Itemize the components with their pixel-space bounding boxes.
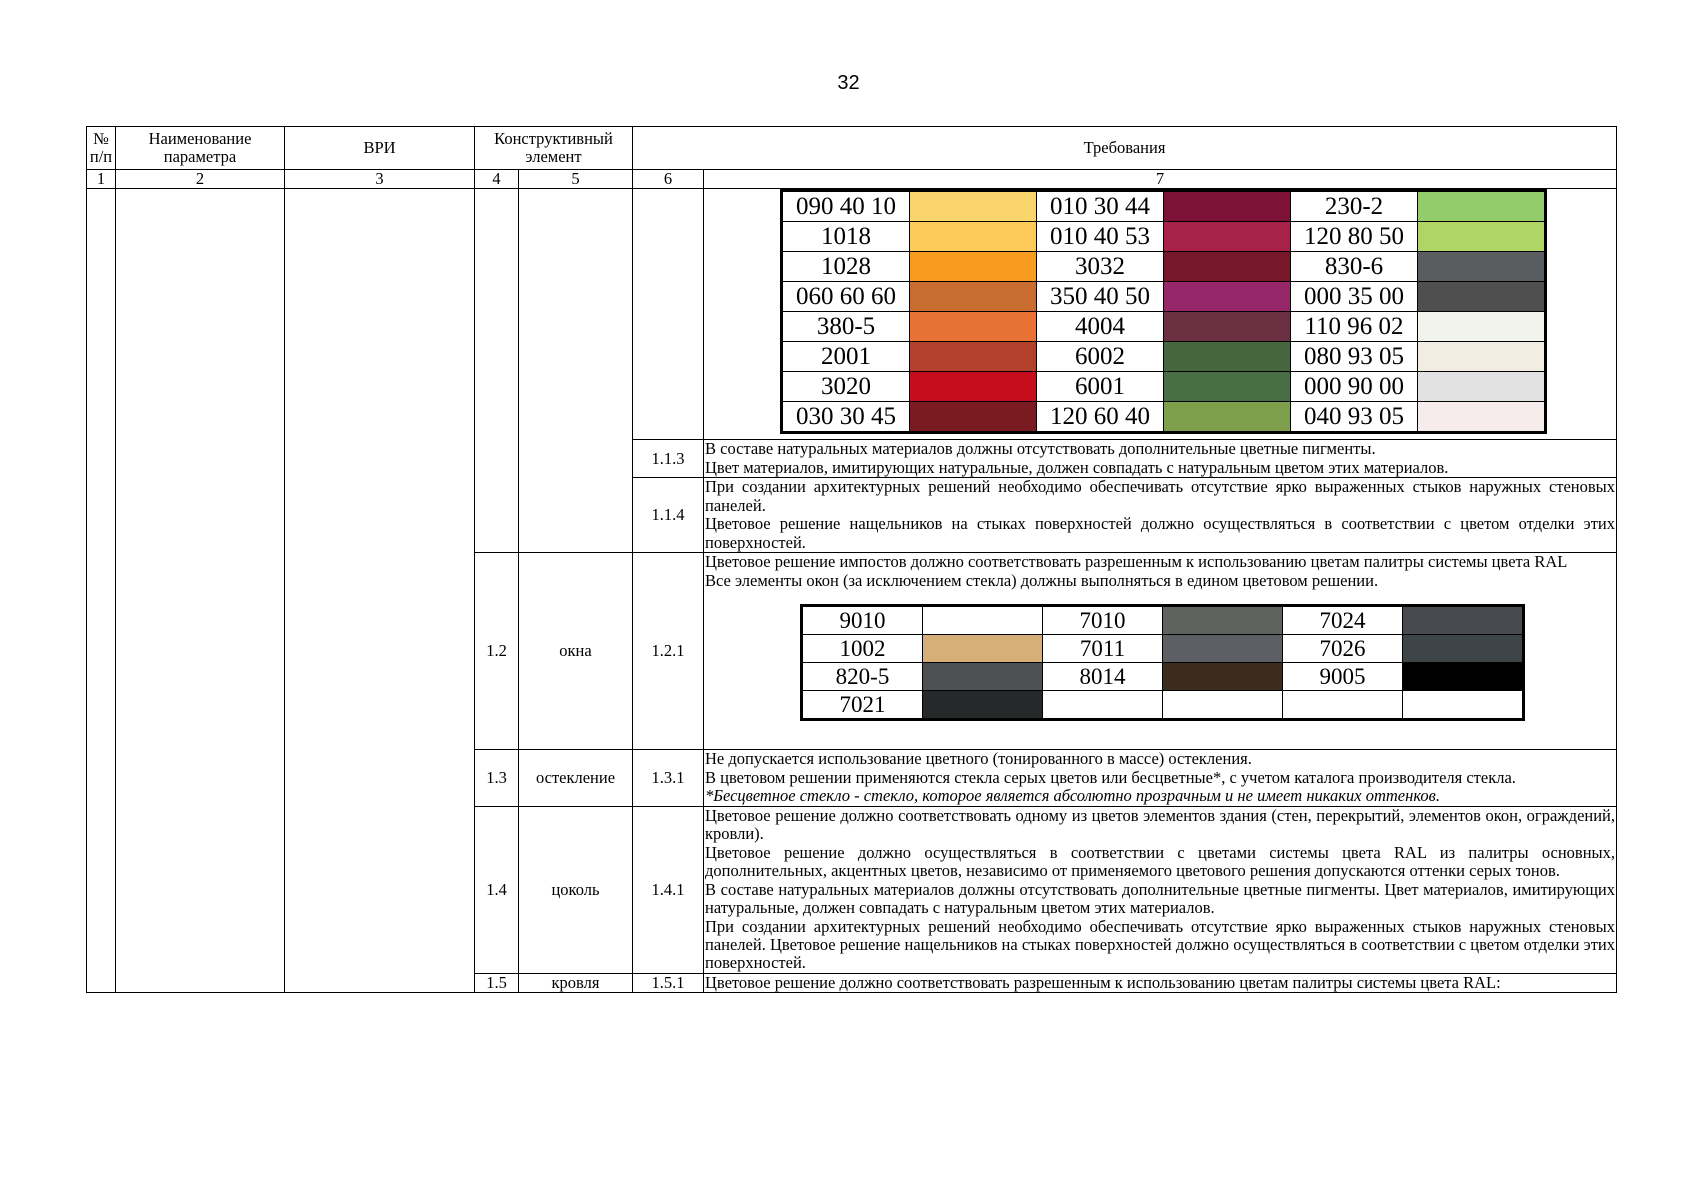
header-element: Конструктивный элемент	[475, 127, 633, 170]
clause-code: 1.1.3	[633, 440, 704, 478]
element-number: 1.3	[475, 750, 519, 806]
color-swatch	[1163, 691, 1283, 720]
element-name: цоколь	[519, 806, 633, 973]
requirement-paragraph: Цветовое решение должно осуществляться в соответствии с цветами системы цвета RAL из палитры основных, дополнительных, акцентных цветов, независимо от применяемого цветового решения допускаются оттенки серых тонов.	[705, 842, 1616, 881]
requirement-note: *Бесцветное стекло - стекло, которое является абсолютно прозрачным и не имеет никаких оттенков.	[705, 786, 1440, 806]
palette-row	[782, 252, 1546, 282]
color-code: 820-5	[802, 663, 923, 691]
color-code: 6001	[1037, 372, 1164, 402]
table-row	[87, 189, 1617, 440]
requirement-paragraph: Цвет материалов, имитирующих натуральные, должен совпадать с натуральным цветом этих материалов.	[705, 457, 1449, 477]
color-swatch	[923, 606, 1043, 635]
color-code: 350 40 50	[1037, 282, 1164, 312]
window-color-palette-table	[800, 604, 1525, 721]
code-cell	[633, 189, 704, 440]
clause-code: 1.1.4	[633, 478, 704, 553]
color-swatch	[1418, 372, 1546, 402]
requirement-paragraph: Цветовое решение должно соответствовать разрешенным к использованию цветам палитры системы цвета RAL:	[705, 972, 1501, 992]
element-name: остекление	[519, 750, 633, 806]
color-swatch	[1164, 372, 1291, 402]
requirement-paragraph: В составе натуральных материалов должны отсутствовать дополнительные цветные пигменты.	[705, 439, 1376, 459]
header-param: Наименование параметра	[116, 127, 285, 170]
color-swatch	[910, 282, 1037, 312]
color-swatch	[1418, 191, 1546, 222]
header-num: № п/п	[87, 127, 116, 170]
requirement-paragraph: Цветовое решение импостов должно соответствовать разрешенным к использованию цветам палитры системы цвета RAL	[705, 552, 1568, 572]
page-number: 32	[837, 72, 860, 94]
color-code: 080 93 05	[1291, 342, 1418, 372]
color-swatch	[923, 691, 1043, 720]
color-swatch	[1164, 191, 1291, 222]
column-number: 5	[519, 170, 633, 189]
color-code: 9010	[802, 606, 923, 635]
color-swatch	[1163, 635, 1283, 663]
requirement-text	[704, 440, 1617, 478]
color-swatch	[923, 663, 1043, 691]
palette-row	[782, 282, 1546, 312]
color-swatch	[910, 372, 1037, 402]
color-swatch	[1164, 282, 1291, 312]
element-number: 1.4	[475, 806, 519, 973]
color-code: 4004	[1037, 312, 1164, 342]
color-swatch	[1163, 606, 1283, 635]
element-name: окна	[519, 553, 633, 750]
color-code: 120 80 50	[1291, 222, 1418, 252]
column-number: 7	[704, 170, 1617, 189]
vri-cell	[285, 189, 475, 993]
color-swatch	[910, 252, 1037, 282]
color-swatch	[1403, 663, 1524, 691]
color-swatch	[1164, 222, 1291, 252]
color-code: 230-2	[1291, 191, 1418, 222]
element-name-cell	[519, 189, 633, 553]
clause-code: 1.4.1	[633, 806, 704, 973]
color-code: 3032	[1037, 252, 1164, 282]
color-swatch	[1164, 252, 1291, 282]
color-code: 110 96 02	[1291, 312, 1418, 342]
palette-row	[782, 372, 1546, 402]
palette-row	[782, 402, 1546, 433]
color-code: 090 40 10	[782, 191, 910, 222]
column-number: 3	[285, 170, 475, 189]
element-number: 1.5	[475, 973, 519, 992]
color-code: 8014	[1043, 663, 1163, 691]
color-code: 000 35 00	[1291, 282, 1418, 312]
num-cell	[87, 189, 116, 993]
color-code	[1043, 691, 1163, 720]
color-palette-table	[780, 189, 1547, 434]
requirements-table	[86, 126, 1617, 993]
requirement-text	[704, 553, 1617, 750]
color-code: 120 60 40	[1037, 402, 1164, 433]
color-code: 010 40 53	[1037, 222, 1164, 252]
palette-row	[802, 691, 1524, 720]
color-swatch	[1418, 282, 1546, 312]
palette-row	[802, 606, 1524, 635]
element-number: 1.2	[475, 553, 519, 750]
header-row	[87, 127, 1617, 170]
color-code: 1002	[802, 635, 923, 663]
color-swatch	[1418, 312, 1546, 342]
color-swatch	[1403, 691, 1524, 720]
color-swatch	[910, 342, 1037, 372]
column-number-row	[87, 170, 1617, 189]
color-code: 010 30 44	[1037, 191, 1164, 222]
color-code: 7021	[802, 691, 923, 720]
color-swatch	[1418, 252, 1546, 282]
color-swatch	[1418, 222, 1546, 252]
clause-code: 1.3.1	[633, 750, 704, 806]
requirement-paragraph: Цветовое решение должно соответствовать одному из цветов элементов здания (стен, перекрытий, элементов окон, ограждений, кровли).	[705, 805, 1616, 844]
color-code: 7011	[1043, 635, 1163, 663]
requirement-paragraph: В составе натуральных материалов должны отсутствовать дополнительные цветные пигменты. Цвет материалов, имитирующих натуральные, должен совпадать с натуральным цветом этих материалов.	[705, 879, 1616, 918]
color-swatch	[1403, 606, 1524, 635]
color-code: 7010	[1043, 606, 1163, 635]
column-number: 1	[87, 170, 116, 189]
requirement-paragraph: Не допускается использование цветного (тонированного в массе) остекления.	[705, 749, 1252, 769]
header-vri: ВРИ	[285, 127, 475, 170]
requirement-paragraph: При создании архитектурных решений необходимо обеспечивать отсутствие ярко выраженных стыков наружных стеновых панелей.	[705, 477, 1616, 515]
color-code	[1283, 691, 1403, 720]
color-code: 830-6	[1291, 252, 1418, 282]
color-code: 380-5	[782, 312, 910, 342]
palette-row	[782, 312, 1546, 342]
header-requirements: Требования	[633, 127, 1617, 170]
color-code: 040 93 05	[1291, 402, 1418, 433]
requirement-paragraph: В цветовом решении применяются стекла серых цветов или бесцветные*, с учетом каталога производителя стекла.	[705, 767, 1516, 787]
element-name: кровля	[519, 973, 633, 992]
color-swatch	[910, 402, 1037, 433]
color-swatch	[910, 191, 1037, 222]
color-code: 000 90 00	[1291, 372, 1418, 402]
requirement-text	[704, 973, 1617, 992]
color-code: 9005	[1283, 663, 1403, 691]
column-number: 4	[475, 170, 519, 189]
palette-row	[782, 191, 1546, 222]
color-swatch	[1164, 342, 1291, 372]
color-swatch	[1418, 402, 1546, 433]
palette-row	[802, 663, 1524, 691]
color-code: 2001	[782, 342, 910, 372]
color-swatch	[910, 222, 1037, 252]
color-code: 7024	[1283, 606, 1403, 635]
param-cell	[116, 189, 285, 993]
color-code: 060 60 60	[782, 282, 910, 312]
color-swatch	[1163, 663, 1283, 691]
column-number: 2	[116, 170, 285, 189]
color-swatch	[1164, 402, 1291, 433]
requirement-paragraph: Цветовое решение нащельников на стыках поверхностей должно осуществляться в соответствии с цветом отделки этих поверхностей.	[705, 514, 1616, 552]
requirement-text	[704, 478, 1617, 553]
color-swatch	[1164, 312, 1291, 342]
color-swatch	[923, 635, 1043, 663]
color-code: 7026	[1283, 635, 1403, 663]
clause-code: 1.5.1	[633, 973, 704, 992]
requirement-paragraph: При создании архитектурных решений необходимо обеспечивать отсутствие ярко выраженных стыков наружных стеновых панелей. Цветовое решение нащельников на стыках поверхностей должно осуществляться в соответствии с цветом отделки этих поверхностей.	[705, 916, 1616, 973]
requirement-paragraph: Все элементы окон (за исключением стекла) должны выполняться в едином цветовом решении.	[705, 570, 1379, 590]
requirement-text	[704, 750, 1617, 806]
color-swatch	[910, 312, 1037, 342]
color-code: 1018	[782, 222, 910, 252]
color-swatch	[1403, 635, 1524, 663]
color-code: 3020	[782, 372, 910, 402]
element-num-cell	[475, 189, 519, 553]
color-swatch	[1418, 342, 1546, 372]
clause-code: 1.2.1	[633, 553, 704, 750]
color-code: 1028	[782, 252, 910, 282]
requirement-text	[704, 806, 1617, 973]
palette-row	[782, 222, 1546, 252]
palette-cell	[704, 189, 1617, 440]
column-number: 6	[633, 170, 704, 189]
color-code: 030 30 45	[782, 402, 910, 433]
palette-row	[802, 635, 1524, 663]
color-code: 6002	[1037, 342, 1164, 372]
palette-row	[782, 342, 1546, 372]
